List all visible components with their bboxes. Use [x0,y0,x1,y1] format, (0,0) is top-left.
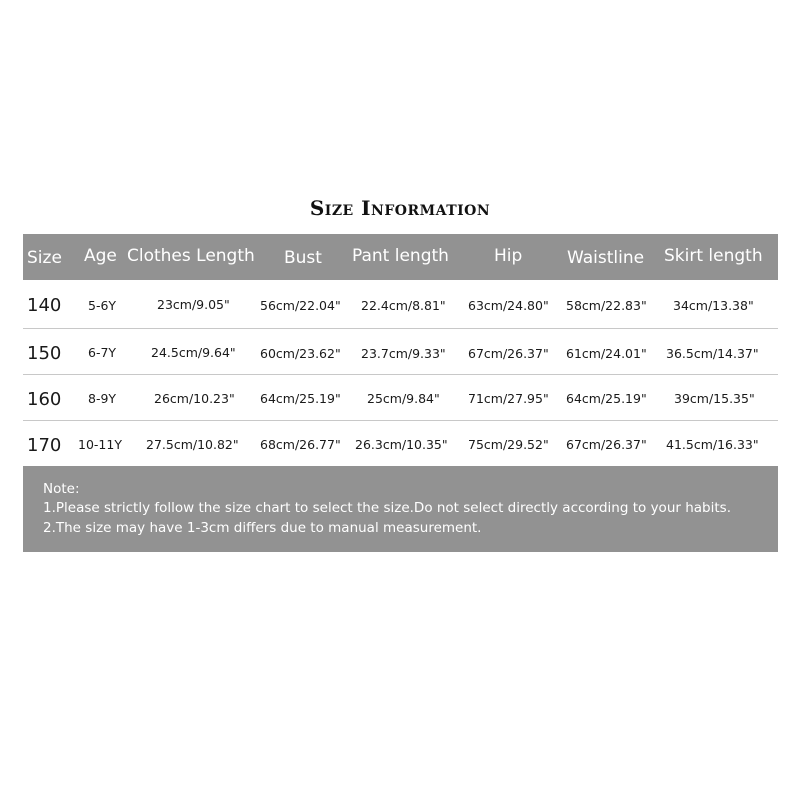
cell-skirt-length: 41.5cm/16.33" [666,437,759,452]
cell-waistline: 61cm/24.01" [566,346,647,361]
cell-skirt-length: 34cm/13.38" [673,298,754,313]
cell-bust: 60cm/23.62" [260,346,341,361]
cell-hip: 71cm/27.95" [468,391,549,406]
cell-waistline: 58cm/22.83" [566,298,647,313]
cell-clothes-length: 26cm/10.23" [154,391,235,406]
cell-waistline: 67cm/26.37" [566,437,647,452]
header-skirt-length: Skirt length [664,246,763,266]
cell-clothes-length: 24.5cm/9.64" [151,345,236,360]
header-clothes-length: Clothes Length [127,246,255,266]
cell-age: 5-6Y [88,298,117,313]
cell-size: 150 [27,343,62,364]
table-row [23,421,778,467]
note-line-1: 1.Please strictly follow the size chart to select the size.Do not select directly according to your habits. [43,500,731,516]
cell-size: 140 [27,295,62,316]
header-waistline: Waistline [567,248,645,268]
cell-pant-length: 25cm/9.84" [367,391,440,406]
cell-waistline: 64cm/25.19" [566,391,647,406]
table-row [23,375,778,421]
header-pant-length: Pant length [352,246,449,266]
header-size: Size [27,248,62,268]
note-heading: Note: [43,481,80,497]
table-header [23,234,778,280]
cell-skirt-length: 36.5cm/14.37" [666,346,759,361]
page-title: Size Information [309,196,491,220]
cell-clothes-length: 23cm/9.05" [157,297,230,312]
cell-pant-length: 23.7cm/9.33" [361,346,446,361]
cell-bust: 56cm/22.04" [260,298,341,313]
table-row [23,281,778,327]
cell-age: 6-7Y [88,345,117,360]
header-hip: Hip [494,246,523,266]
cell-bust: 64cm/25.19" [260,391,341,406]
cell-clothes-length: 27.5cm/10.82" [146,437,239,452]
header-bust: Bust [284,248,322,268]
cell-size: 160 [27,389,62,410]
cell-size: 170 [27,435,62,456]
cell-pant-length: 26.3cm/10.35" [355,437,448,452]
cell-hip: 75cm/29.52" [468,437,549,452]
table-row [23,329,778,375]
cell-age: 8-9Y [88,391,117,406]
cell-hip: 63cm/24.80" [468,298,549,313]
cell-hip: 67cm/26.37" [468,346,549,361]
cell-age: 10-11Y [78,437,122,452]
cell-pant-length: 22.4cm/8.81" [361,298,446,313]
note-box [23,466,778,552]
cell-bust: 68cm/26.77" [260,437,341,452]
header-age: Age [84,246,117,266]
note-line-2: 2.The size may have 1-3cm differs due to manual measurement. [43,520,482,536]
cell-skirt-length: 39cm/15.35" [674,391,755,406]
